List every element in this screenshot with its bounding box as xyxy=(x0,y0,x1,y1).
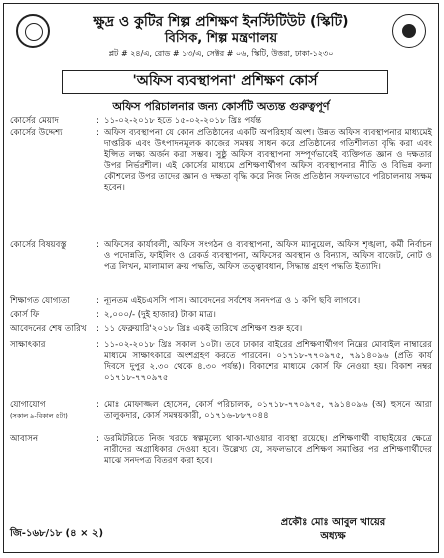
row-separator: : xyxy=(96,434,99,444)
header xyxy=(4,4,438,68)
ministry-title: বিসিক, শিল্প মন্ত্রণালয় xyxy=(164,31,278,46)
row-separator: : xyxy=(96,296,99,306)
row-value: ১১ ফেব্রুয়ারি'২০১৮ খ্রিঃ একই তারিখে প্রশিক্ষণ শুরু হবে। xyxy=(104,324,303,334)
row-separator: : xyxy=(96,340,99,350)
row-separator: : xyxy=(96,400,99,410)
row-label: কোর্সের উদ্দেশ্য xyxy=(10,128,63,138)
row-separator: : xyxy=(96,240,99,250)
row-label: সাক্ষাৎকার xyxy=(10,340,46,350)
notice-frame xyxy=(3,3,439,553)
row-label: শিক্ষাগত যোগ্যতা xyxy=(10,296,70,306)
institute-address: প্লট # ২৪/এ, রোড # ১৩/এ, সেক্টর # ০৬, স্কিটি, উত্তরা, ঢাকা-১২৩০ xyxy=(108,49,334,58)
notice-code: জি-১৬৮/১৮ (৪ × ২) xyxy=(10,528,104,539)
course-banner: 'অফিস ব্যবস্থাপনা' প্রশিক্ষণ কোর্স xyxy=(62,70,388,94)
signature-block xyxy=(258,516,408,544)
office-hours: (সকাল ৯-বিকাল ৫টা) xyxy=(10,412,68,420)
emblem-icon xyxy=(16,14,50,48)
row-value: অফিসের কার্যাবলী, অফিস সংগঠন ও ব্যবস্থাপনা, অফিস ম্যানুয়েল, অফিস শৃঙ্খলা, কর্মী নির্বাচন ও পদোন্নতি, ফাইলিং ও রেকর্ড ব্যবস্থাপনা, অফিসের অবস্থান ও বিন্যাস, অফিস বাজেট, নোট ও পত্র লিখন, মালামাল ক্রয় পদ্ধতি, অফিস তত্ত্বাবধান, সিদ্ধান্ত গ্রহণ পদ্ধতি ইত্যাদি। xyxy=(104,240,432,272)
row-separator: : xyxy=(96,310,99,320)
row-separator: : xyxy=(96,324,99,334)
row-label: কোর্সের মেয়াদ xyxy=(10,116,59,126)
course-subtitle: অফিস পরিচালনার জন্য কোর্সটি অত্যন্ত গুরুত্বপূর্ণ xyxy=(112,100,330,113)
signatory-name: প্রকৌঃ মোঃ আবুল খায়ের xyxy=(280,517,386,528)
row-label: যোগাযোগ (সকাল ৯-বিকাল ৫টা) xyxy=(10,400,96,422)
institute-title: ক্ষুদ্র ও কুটির শিল্প প্রশিক্ষণ ইনস্টিটিউট (স্কিটি) xyxy=(93,14,349,30)
row-separator: : xyxy=(96,128,99,138)
row-value: ন্যূনতম এইচএসসি পাস। আবেদনের সর্বশেষ সনদপত্র ও ১ কপি ছবি লাগবে। xyxy=(104,296,361,306)
row-label: কোর্সের বিষয়বস্তু xyxy=(10,240,67,250)
row-label: কোর্স ফি xyxy=(10,310,40,320)
row-value: ১১-০২-২০১৮ খ্রিঃ সকাল ১০টা। তবে ঢাকার বাইরের প্রশিক্ষণার্থীগণ নিম্নের মোবাইল নাম্বারের মাধ্যমে সাক্ষাৎকারে অংশগ্রহণ করতে পারবেন। ০১৭১৮-৭৭০৯৭৫, ৭৯১৪০৯৬ (প্রতি কার্য দিবসে দুপুর ২.৩০ থেকে ৪.৩০ পর্যন্ত)। বিকাশের মাধ্যমে কোর্স ফি নেওয়া হয়। বিকাশ নম্বর ০১৭১৮-৭৭০৯৭৫ xyxy=(104,340,432,383)
row-label: আবাসন xyxy=(10,434,39,444)
row-value: ২,০০০/- (দুই হাজার) টাকা মাত্র। xyxy=(104,310,216,320)
signatory-title: অধ্যক্ষ xyxy=(320,531,346,542)
row-value: ডরমিটরিতে নিজ খরচে স্বল্পমূল্যে থাকা-খাওয়ার ব্যবস্থা রয়েছে। প্রশিক্ষণার্থী বাছাইয়ের ক্ষেত্রে নারীদের অগ্রাধিকার দেওয়া হবে। উল্লেখ্য যে, সফলভাবে প্রশিক্ষণ সমাপ্তির পর প্রশিক্ষণার্থীদের মাঝে সনদপত্র বিতরণ করা হবে। xyxy=(104,434,432,466)
government-seal-icon xyxy=(392,14,426,48)
row-label: আবেদনের শেষ তারিখ xyxy=(10,324,87,334)
row-separator: : xyxy=(96,116,99,126)
row-value: অফিস ব্যবস্থাপনা যে কোন প্রতিষ্ঠানের একটি অপরিহার্য অংশ। উন্নত অফিস ব্যবস্থাপনার মাধ্যমেই দাপ্তরিক এবং উৎপাদনমূলক কাজের সমন্বয় সাধন করে প্রতিষ্ঠানের গতিশীলতা বৃদ্ধি করা এবং ইপ্সিত লক্ষ্য অর্জন করা সম্ভব। সুষ্ঠু অফিস ব্যবস্থাপনা সম্পূর্ণভাবেই ব্যক্তিগত জ্ঞান ও দক্ষতার উপর নির্ভরশীল। এই কোর্সের মাধ্যমে প্রশিক্ষণার্থীগণ অফিস ব্যবস্থাপনার নীতি ও বিভিন্ন কলা কৌশলের উপর তাদের জ্ঞান ও দক্ষতা বৃদ্ধি করে নিজ নিজ প্রতিষ্ঠান সফলভাবে পরিচালনায় সক্ষম হবেন। xyxy=(104,128,432,193)
row-value: ১১-০২-২০১৮ হতে ১৫-০২-২০১৮ খ্রিঃ পর্যন্ত xyxy=(104,116,262,126)
row-value: মোঃ মোফাজ্জল হোসেন, কোর্স পরিচালক, ০১৭১৮-৭৭০৯৭৫, ৭৯১৪০৯৬ (অ) হুসনে আরা তালুকদার, কোর্স সমন্বয়কারী, ০১৭১৬-৮৮৭০৪৪ xyxy=(104,400,432,421)
